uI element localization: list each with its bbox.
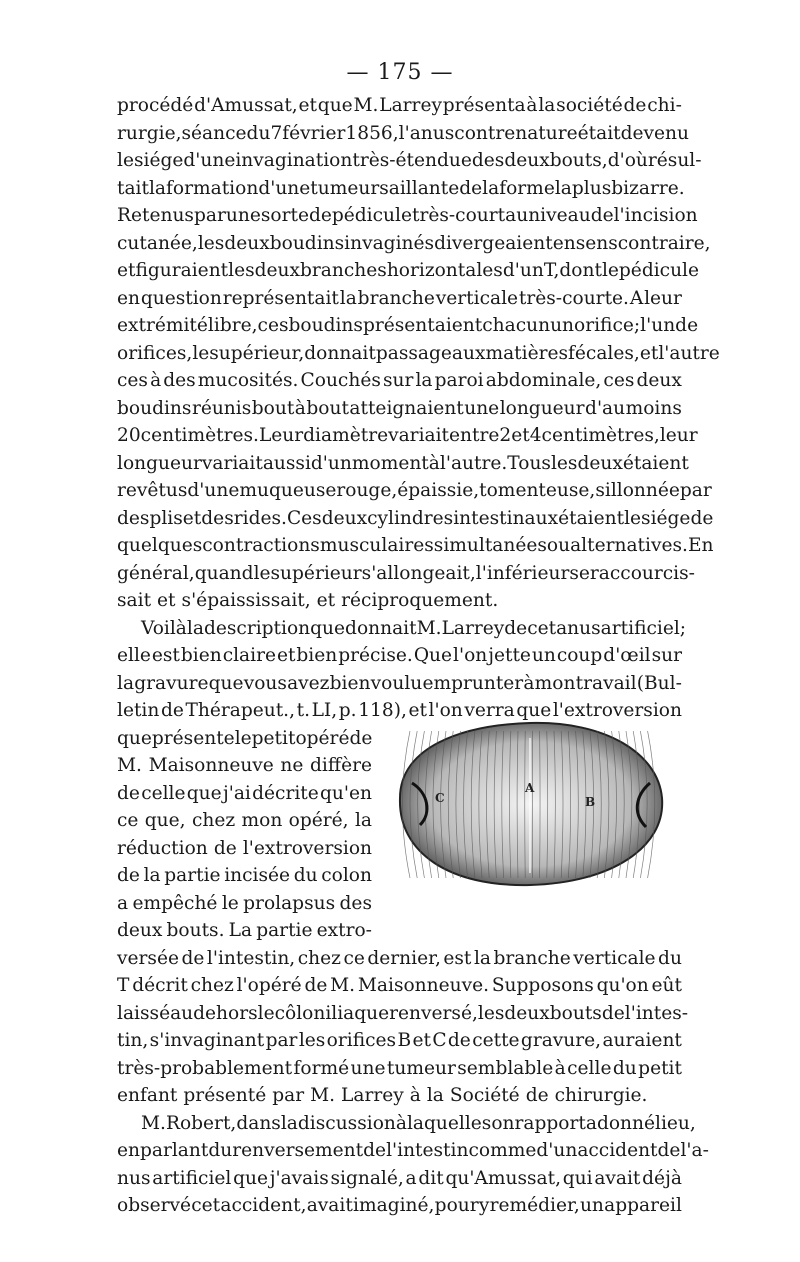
text-line: tait la formation d'une tumeur saillante de la forme la plus bizarre. — [117, 177, 685, 199]
text-line: très-probablement formé une tumeur semblable à celle du petit — [117, 1057, 682, 1079]
text-line: Retenus par une sorte de pédicule très-court au niveau de l'incision — [117, 205, 698, 226]
text-line: général, quand le supérieur s'allongeait, l'inférieur se raccourcis- — [117, 562, 695, 584]
text-line: la gravure que vous avez bien voulu emprunter à mon travail (Bul- — [117, 672, 682, 694]
text-line: et figuraient les deux branches horizontales d'un T, dont le pédicule — [117, 260, 700, 281]
text-line: M. Robert, dans la discussion à laquelle son rapport a donné lieu, — [141, 1112, 696, 1134]
text-line: a empêché le prolapsus des — [117, 892, 372, 914]
page-number: — 175 — — [346, 60, 454, 85]
text-line: revêtus d'une muqueuse rouge, épaissie, tomenteuse, sillonnée par — [117, 480, 712, 501]
text-line: en parlant du renversement de l'intestin comme d'un accident de l'a- — [117, 1140, 709, 1161]
text-line: elle est bien claire et bien précise. Que l'on jette un coup d'œil sur — [117, 645, 682, 666]
text-line: cutanée, les deux boudins invaginés divergeaient en sens contraire, — [117, 232, 711, 254]
text-line: ces à des mucosités. Couchés sur la paroi abdominale, ces deux — [117, 370, 682, 391]
text-line: extrémité libre, ces boudins présentaient chacun un orifice; l'un de — [117, 315, 699, 336]
text-line: M. Maisonneuve ne diffère — [117, 755, 372, 776]
text-line: le siége d'une invagination très-étendue des deux bouts, d'où résul- — [117, 150, 702, 171]
paragraph-3 — [117, 1110, 709, 1220]
text-line: des plis et des rides. Ces deux cylindres intestinaux étaient le siége de — [117, 507, 714, 529]
text-line: de la partie incisée du colon — [117, 865, 372, 886]
text-line: laissé au dehors le côlon iliaque renversé, les deux bouts de l'intes- — [117, 1002, 689, 1024]
body-text — [117, 92, 720, 1220]
text-line: 20 centimètres. Leur diamètre variait entre 2 et 4 centimètres, leur — [117, 425, 698, 446]
text-line: de celle que j'ai décrite qu'en — [117, 782, 372, 804]
label-b: B — [585, 795, 596, 809]
text-line: rurgie, séance du 7 février 1856, l'anus contre nature était devenu — [117, 122, 689, 144]
label-a: A — [525, 781, 535, 795]
text-line: ce que, chez mon opéré, la — [117, 810, 372, 831]
text-line: observé cet accident, avait imaginé, pour y remédier, un appareil — [117, 1195, 682, 1216]
text-line: longueur variait aussi d'un moment à l'autre. Tous les deux étaient — [117, 452, 689, 474]
label-c: C — [435, 791, 445, 805]
intestine-engraving — [380, 713, 670, 893]
text-line: enfant présenté par M. Larrey à la Société de chirurgie. — [117, 1085, 648, 1106]
text-line: tin, s'invaginant par les orifices B et C de cette gravure, auraient — [117, 1030, 682, 1051]
text-line: letin de Thérapeut., t. LI, p. 118), et l'on verra que l'extroversion — [117, 700, 682, 721]
text-line: réduction de l'extroversion — [117, 837, 372, 859]
intestine-illustration — [380, 713, 670, 893]
paragraph-1 — [117, 92, 720, 615]
text-line: que présente le petit opéré de — [117, 727, 373, 749]
text-line: procédé d'Amussat, et que M. Larrey présenta à la société de chi- — [117, 95, 682, 116]
text-line: sait et s'épaississait, et réciproquement. — [117, 590, 499, 611]
text-line: en question représentait la branche verticale très-courte. A leur — [117, 287, 682, 309]
text-line: orifices, le supérieur, donnait passage aux matières fécales, et l'autre — [117, 342, 720, 364]
text-line: Voilà la description que donnait M. Larrey de cet anus artificiel; — [141, 617, 687, 639]
text-line: boudins réunis bout à bout atteignaient une longueur d'au moins — [117, 397, 682, 419]
text-line: T décrit chez l'opéré de M. Maisonneuve. Supposons qu'on eût — [117, 975, 682, 996]
text-line: nus artificiel que j'avais signalé, a dit qu'Amussat, qui avait déjà — [117, 1167, 682, 1189]
text-line: versée de l'intestin, chez ce dernier, est la branche verticale du — [117, 947, 682, 969]
text-line: quelques contractions musculaires simultanées ou alternatives. En — [117, 535, 714, 556]
text-line: deux bouts. La partie extro- — [117, 920, 372, 941]
